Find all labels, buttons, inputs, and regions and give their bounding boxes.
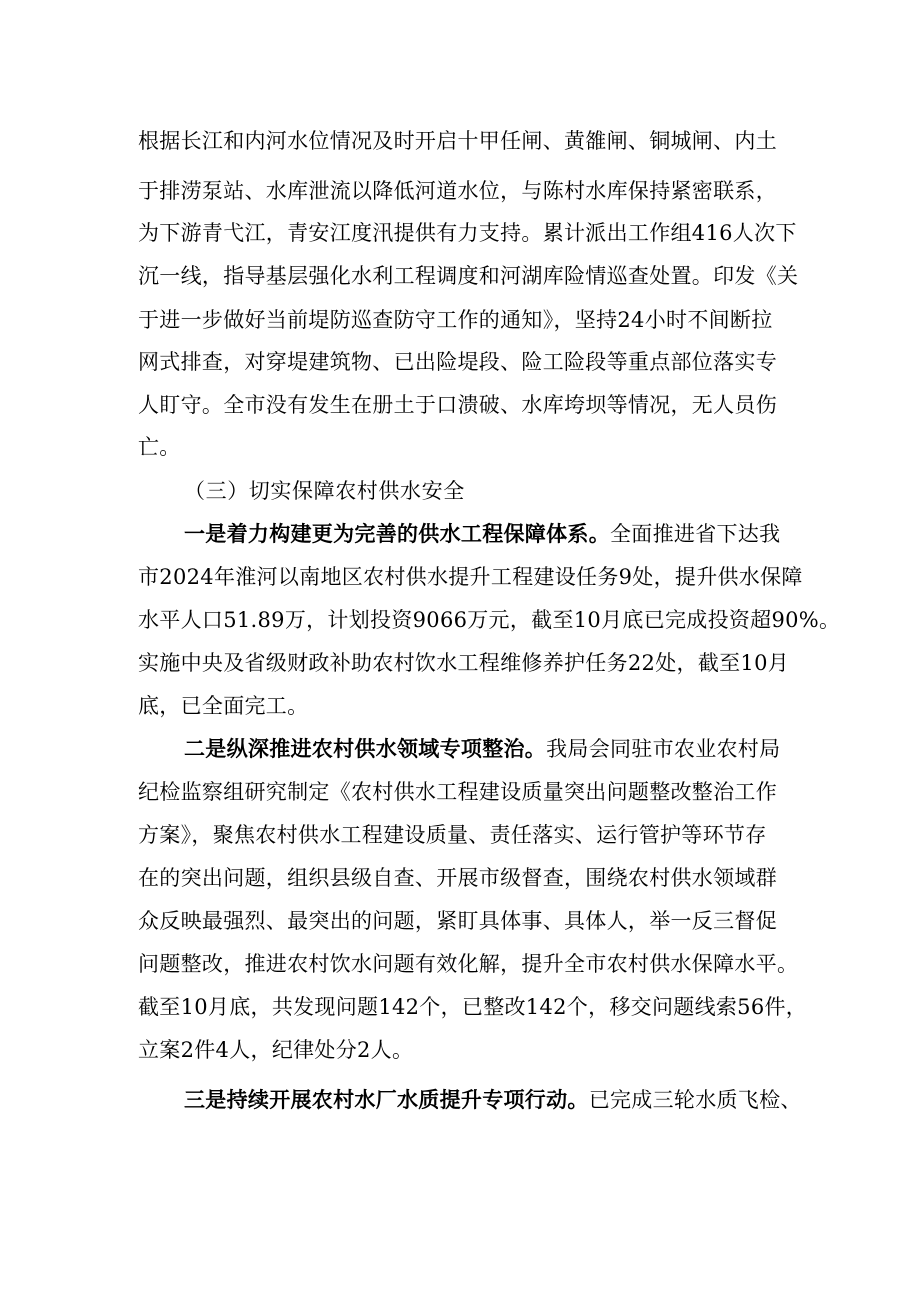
paragraph-1-line: 于进一步做好当前堤防巡查防守工作的通知》，坚持24小时不间断拉 [138,308,773,332]
paragraph-3-line: 在的突出问题，组织县级自查、开展市级督查，围绕农村供水领域群 [138,866,777,890]
paragraph-1-line: 根据长江和内河水位情况及时开启十甲任闸、黄雒闸、铜城闸、内土 [138,129,777,153]
paragraph-3-line: 方案》，聚焦农村供水工程建设质量、责任落实、运行管护等环节存 [138,823,767,847]
paragraph-3-line: 纪检监察组研究制定《农村供水工程建设质量突出问题整改整治工作 [138,780,777,804]
paragraph-2-lead: 一是着力构建更为完善的供水工程保障体系。 [184,521,610,546]
paragraph-3-first-line [184,729,780,769]
paragraph-4-first-line [184,1080,802,1120]
paragraph-2-first-line [184,514,780,554]
paragraph-2-first-line-rest: 全面推进省下达我 [610,522,781,546]
paragraph-4-first-line-rest: 已完成三轮水质飞检、 [588,1088,802,1112]
paragraph-1-line: 人盯守。全市没有发生在册土于口溃破、水库垮坝等情况，无人员伤 [138,393,777,417]
paragraph-1-line: 网式排查，对穿堤建筑物、已出险堤段、险工险段等重点部位落实专 [138,350,777,374]
paragraph-2-line: 底，已全面完工。 [138,694,309,718]
paragraph-3-lead: 二是纵深推进农村供水领域专项整治。 [184,736,547,761]
paragraph-3-line: 截至10月底，共发现问题142个，已整改142个，移交问题线索56件， [138,995,808,1019]
paragraph-3-line: 立案2件4人，纪律处分2人。 [138,1038,414,1062]
section-heading: （三）切实保障农村供水安全 [184,479,465,503]
paragraph-2-line: 水平人口51.89万，计划投资9066万元，截至10月底已完成投资超90%。 [138,608,841,632]
paragraph-3-line: 众反映最强烈、最突出的问题，紧盯具体事、具体人，举一反三督促 [138,909,777,933]
paragraph-1-line: 亡。 [138,435,181,459]
paragraph-2-line: 市2024年淮河以南地区农村供水提升工程建设任务9处，提升供水保障 [138,565,803,589]
paragraph-3-line: 问题整改，推进农村饮水问题有效化解，提升全市农村供水保障水平。 [138,952,799,976]
paragraph-4-lead: 三是持续开展农村水厂水质提升专项行动。 [184,1087,589,1112]
paragraph-1-line: 沉一线，指导基层强化水利工程调度和河湖库险情巡查处置。印发《关 [138,264,799,288]
paragraph-3-first-line-rest: 我局会同驻市农业农村局 [546,737,781,761]
paragraph-1-line: 为下游青弋江，青安江度汛提供有力支持。累计派出工作组416人次下 [138,221,797,245]
paragraph-2-line: 实施中央及省级财政补助农村饮水工程维修养护任务22处，截至10月 [138,651,790,675]
paragraph-1-line: 于排涝泵站、水库泄流以降低河道水位，与陈村水库保持紧密联系， [138,179,777,203]
